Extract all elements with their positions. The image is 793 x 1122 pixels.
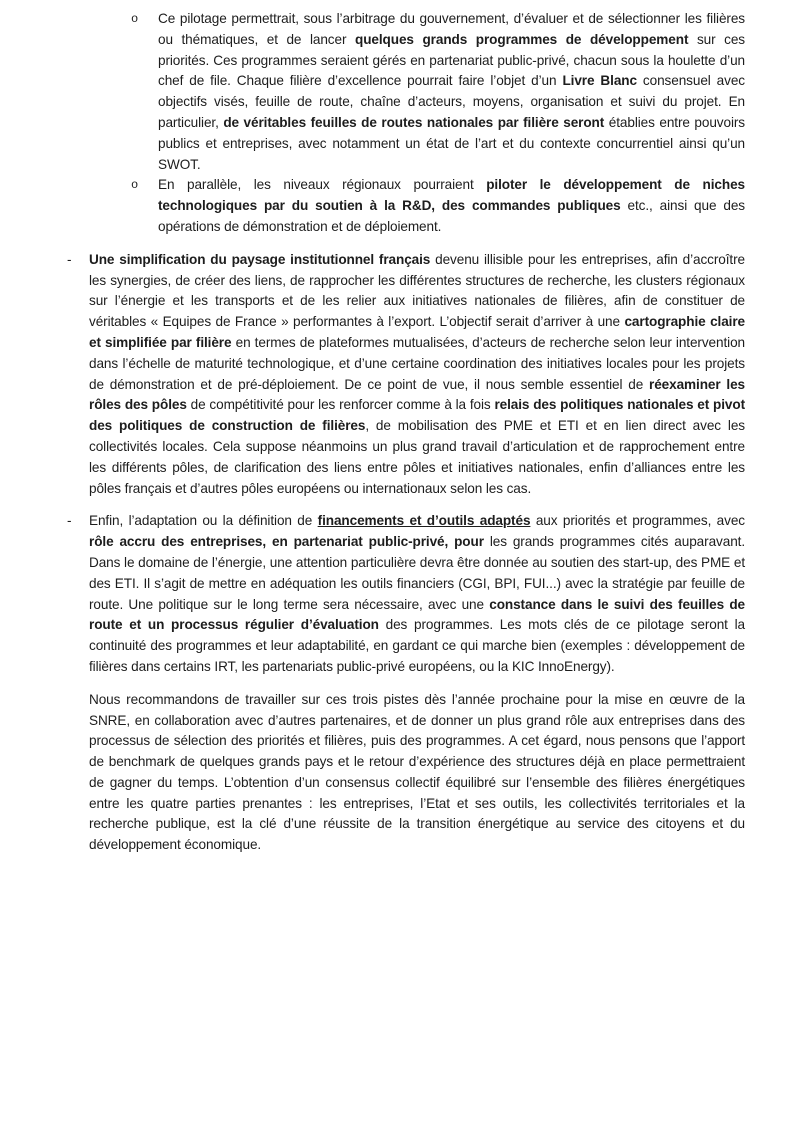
dash-bullet-marker: -: [67, 251, 72, 267]
text-run: Livre Blanc: [562, 73, 637, 89]
text-run: en termes de plateformes mutualisées, d’acteurs de recherche selon leur intervention dans l’échelle de maturité technologique, et d’une certaine coordination des initiatives locales pour les projets de démonstration et de pré-déploiement. De ce point de vue, il nous semble essentiel de: [89, 334, 745, 392]
text-run: établies entre pouvoirs publics et entreprises, avec notamment un état de l’art et du contexte concurrentiel ainsi qu’un SWOT.: [158, 114, 746, 172]
paragraph-plain: [0, 690, 793, 856]
text-run: des programmes. Les mots clés de ce pilotage seront la continuité des programmes et leur adaptabilité, en gardant ce qui marche bien (exemples : développement de filières dans certains IRT, les partenariats public-privé européens, ou la KIC InnoEnergy).: [89, 617, 745, 674]
document-text: [0, 9, 793, 868]
text-run: les grands programmes cités auparavant. Dans le domaine de l’énergie, une attention particulière devra être donnée au soutien des start-up, des PME et des ETI. Il s’agit de mettre en adéquation les outils financiers (CGI, BPI, FUI...) avec la stratégie par feuille de route. Une politique sur le long terme sera nécessaire, avec une: [89, 534, 746, 612]
text-run: , de mobilisation des PME et ETI et en lien direct avec les collectivités locales. Cela suppose néanmoins un plus grand travail d’articulation et de rapprochement entre les différents pôles, de clarification des liens entre pôles et initiatives nationales, enfin d’alliances entre les pôles français et d’autres pôles européens ou internationaux selon les cas.: [89, 418, 745, 496]
paragraph-circle-bullet: [0, 175, 793, 237]
text-run: constance dans le suivi des feuilles de route et un processus régulier d’évaluation: [89, 596, 745, 633]
text-run: consensuel avec objectifs visés, feuille de route, chaîne d’acteurs, moyens, organisation et suivi du projet. En particulier,: [158, 73, 746, 130]
text-run: rôle accru des entreprises, en partenariat public-privé, pour: [89, 534, 484, 550]
paragraph-dash-bullet: [0, 250, 793, 500]
text-run: Une simplification du paysage institutionnel français: [89, 251, 431, 267]
text-run: de véritables feuilles de routes nationales par filière seront: [223, 114, 605, 130]
text-run: Nous recommandons de travailler sur ces trois pistes dès l’année prochaine pour la mise en œuvre de la SNRE, en collaboration avec d’autres partenaires, et de donner un plus grand rôle aux entreprises dans des processus de sélection des priorités et filières, puis des programmes. A cet égard, nous pensons que l’apport de benchmark de quelques grands pays et le retour d’expérience des structures déjà en place permettraient de gagner du temps. L’obtention d’un consensus collectif équilibré sur l’ensemble des filières énergétiques entre les quatre parties prenantes : les entreprises, l’Etat et ses outils, les collectivités territoriales et la recherche publique, est la clé d’une réussite de la transition énergétique au service des citoyens et du développement économique.: [89, 691, 745, 853]
text-run: sur ces priorités. Ces programmes seraient gérés en partenariat public-privé, chacun sous la houlette d’un chef de file. Chaque filière d’excellence pourrait faire l’objet d’un: [158, 31, 745, 89]
text-run: quelques grands programmes de développement: [355, 31, 689, 47]
text-run: En parallèle, les niveaux régionaux pourraient: [158, 177, 487, 193]
text-run: devenu illisible pour les entreprises, afin d’accroître les synergies, de créer des liens, de rapprocher les différentes structures de recherche, les clusters régionaux sur l’énergie et les transports et de les relier aux initiatives nationales de filières, afin de constituer de véritables « Equipes de France » performantes à l’export. L’objectif serait d’arriver à une: [89, 251, 745, 330]
text-run: piloter le développement de niches technologiques par du soutien à la R&D, des commandes publiques: [158, 177, 745, 214]
text-run: aux priorités et programmes, avec: [530, 513, 745, 529]
text-run: relais des politiques nationales et pivot des politiques de construction de filières: [89, 397, 745, 434]
text-run: Ce pilotage permettrait, sous l’arbitrage du gouvernement, d’évaluer et de sélectionner les filières ou thématiques, et de lancer: [158, 11, 745, 47]
text-run: etc., ainsi que des opérations de démonstration et de déploiement.: [158, 198, 745, 234]
circle-bullet-marker: o: [131, 12, 139, 26]
text-run: financements et d’outils adaptés: [317, 513, 531, 529]
text-run: Enfin, l’adaptation ou la définition de: [89, 513, 318, 529]
paragraph-circle-bullet: [0, 9, 793, 175]
text-run: de compétitivité pour les renforcer comme à la fois: [186, 397, 495, 413]
text-run: réexaminer les rôles des pôles: [89, 376, 745, 413]
paragraph-dash-bullet: [0, 511, 793, 677]
dash-bullet-marker: -: [67, 513, 72, 529]
text-run: cartographie claire et simplifiée par filière: [89, 314, 745, 350]
circle-bullet-marker: o: [131, 178, 139, 193]
